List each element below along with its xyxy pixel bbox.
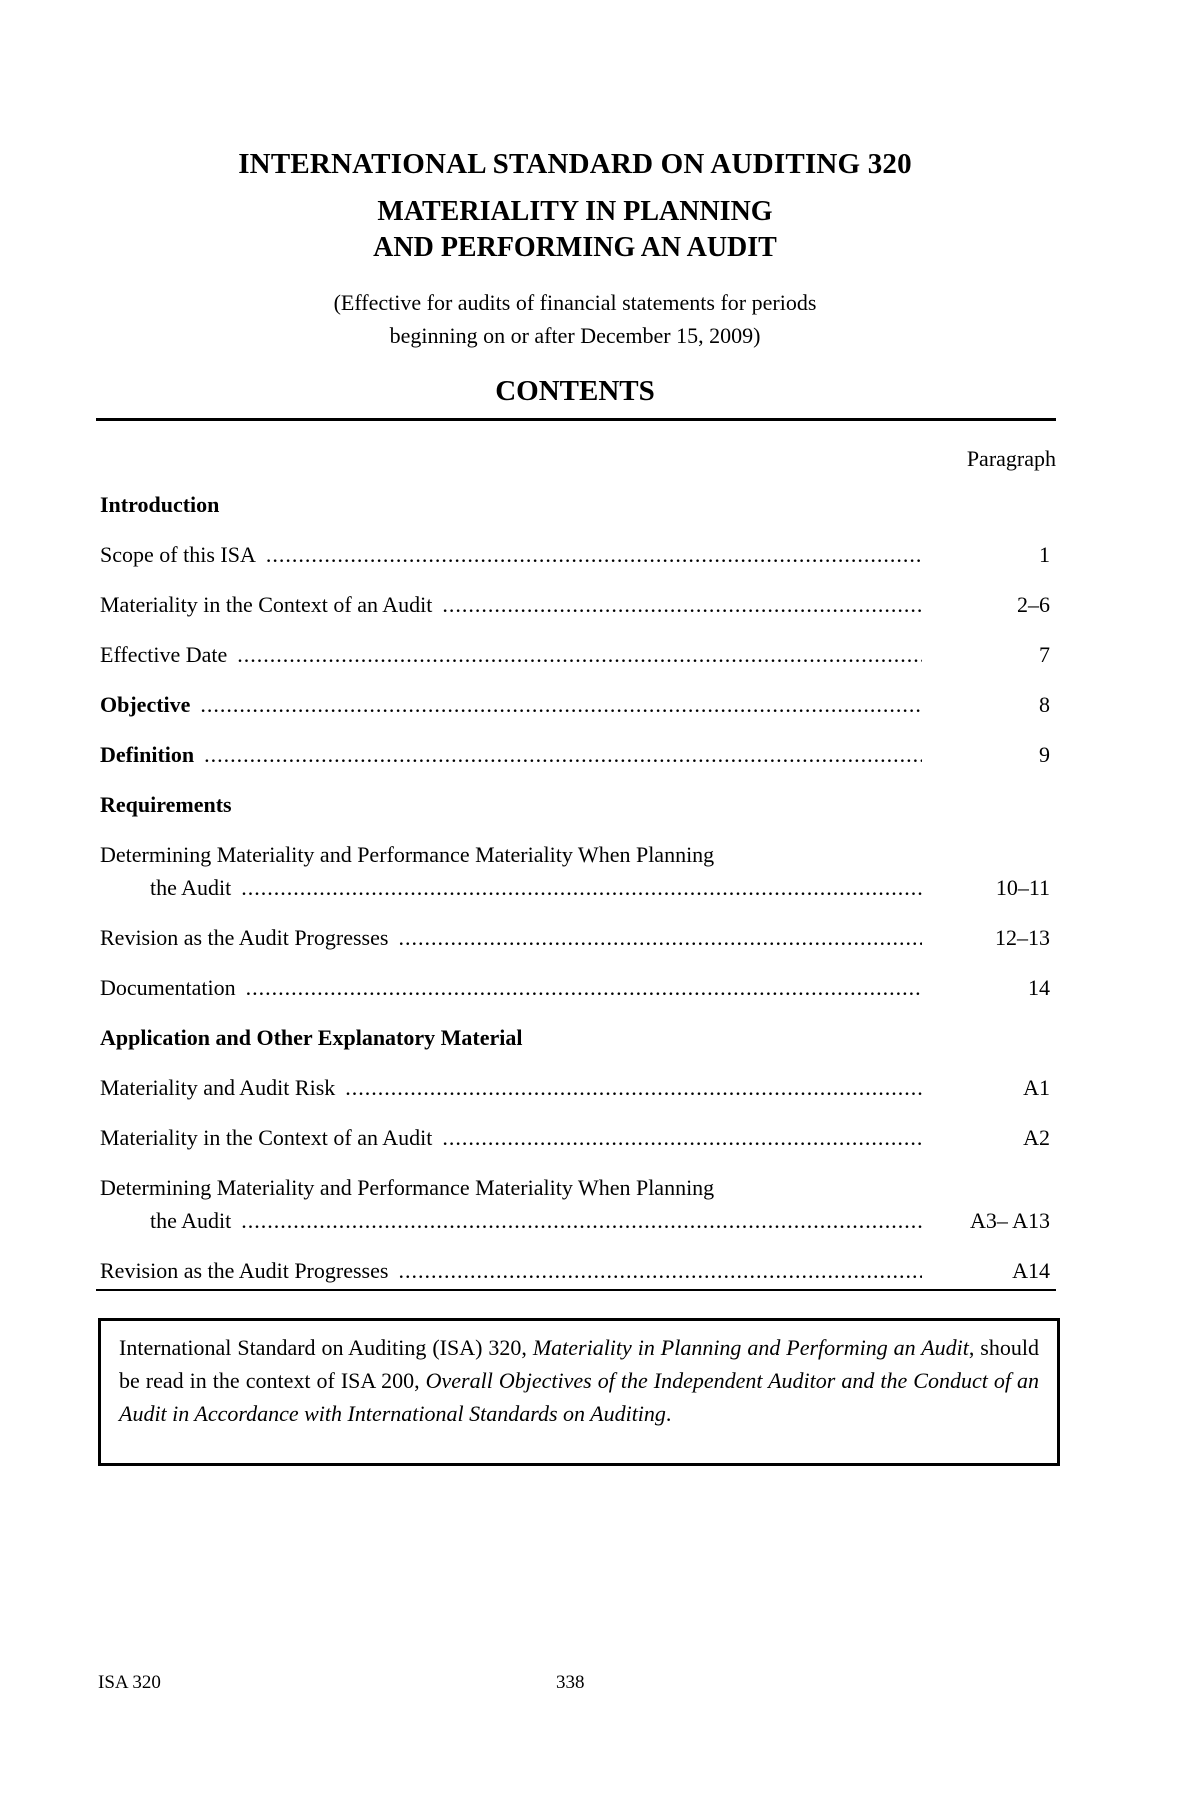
toc-entry-label: Materiality in the Context of an Audit	[100, 1123, 442, 1153]
dot-leader	[241, 873, 922, 903]
toc-entry-paragraph: 2–6	[1017, 592, 1050, 617]
notice-text: International Standard on Auditing (ISA) 320,	[119, 1335, 533, 1360]
dot-leader	[345, 1073, 922, 1103]
toc-entry-paragraph: 7	[1039, 642, 1050, 667]
toc-entry-paragraph: A3– A13	[969, 1208, 1050, 1233]
context-notice-box	[98, 1318, 1060, 1466]
dot-leader	[241, 1206, 922, 1236]
toc-heading-application: Application and Other Explanatory Material	[100, 1025, 523, 1050]
toc-entry-effective-date	[100, 640, 1050, 670]
toc-entry-label: Determining Materiality and Performance Materiality When Planning	[100, 1175, 715, 1200]
toc-entry-label: Effective Date	[100, 640, 237, 670]
contents-bottom-rule	[96, 1289, 1056, 1291]
toc-entry-paragraph: 8	[1039, 692, 1050, 717]
notice-isa200-title: Overall Objectives of the Independent Auditor and the Conduct of an Audit in Accordance with International Standards on Auditing	[119, 1368, 1039, 1426]
toc-entry-materiality-context	[100, 590, 1050, 620]
toc-entry-req-revision	[100, 923, 1050, 953]
toc-entry-label: Scope of this ISA	[100, 540, 266, 570]
standard-title: INTERNATIONAL STANDARD ON AUDITING 320	[238, 148, 912, 180]
toc-entry-paragraph: 10–11	[995, 875, 1050, 900]
toc-entry-paragraph: 12–13	[995, 925, 1050, 950]
contents-top-rule	[96, 418, 1056, 421]
notice-isa320-title: Materiality in Planning and Performing an Audit	[532, 1335, 969, 1360]
toc-entry-paragraph: A2	[1023, 1125, 1050, 1150]
toc-entry-label-continued: the Audit	[150, 1206, 241, 1236]
toc-entry-scope	[100, 540, 1050, 570]
toc-entry-paragraph: A1	[1023, 1075, 1050, 1100]
toc-entry-paragraph: 14	[1028, 975, 1050, 1000]
toc-entry-req-determining-line1	[100, 840, 1050, 870]
dot-leader	[266, 540, 922, 570]
notice-text: , should be read in the context of ISA 200,	[119, 1335, 1039, 1393]
toc-entry-definition	[100, 740, 1050, 770]
paragraph-column-label: Paragraph	[966, 446, 1056, 471]
toc-entry-app-risk	[100, 1073, 1050, 1103]
dot-leader	[398, 1256, 922, 1286]
toc-entry-paragraph: 1	[1039, 542, 1050, 567]
dot-leader	[246, 973, 922, 1003]
toc-entry-label: Documentation	[100, 973, 246, 1003]
effective-note-line-2: beginning on or after December 15, 2009)	[389, 323, 761, 348]
toc-entry-req-determining	[100, 873, 1050, 903]
toc-entry-label: Determining Materiality and Performance Materiality When Planning	[100, 842, 715, 867]
toc-entry-label: Revision as the Audit Progresses	[100, 1256, 398, 1286]
page-number: 338	[556, 1672, 585, 1693]
toc-entry-documentation	[100, 973, 1050, 1003]
toc-entry-app-revision	[100, 1256, 1050, 1286]
contents-heading: CONTENTS	[495, 375, 655, 407]
dot-leader	[204, 740, 922, 770]
toc-entry-app-determining-line1	[100, 1173, 1050, 1203]
toc-entry-label: Materiality in the Context of an Audit	[100, 590, 442, 620]
dot-leader	[237, 640, 922, 670]
toc-entry-label: Materiality and Audit Risk	[100, 1073, 345, 1103]
footer-standard-ref: ISA 320	[98, 1672, 161, 1693]
subtitle-line-1: MATERIALITY IN PLANNING	[377, 196, 773, 227]
dot-leader	[442, 1123, 922, 1153]
toc-entry-paragraph: A14	[1012, 1258, 1050, 1283]
toc-entry-app-context	[100, 1123, 1050, 1153]
subtitle-line-2: AND PERFORMING AN AUDIT	[373, 232, 777, 263]
toc-heading-introduction: Introduction	[100, 492, 220, 517]
dot-leader	[398, 923, 922, 953]
toc-entry-paragraph: 9	[1039, 742, 1050, 767]
toc-entry-label-continued: the Audit	[150, 873, 241, 903]
toc-entry-label: Revision as the Audit Progresses	[100, 923, 398, 953]
toc-entry-label: Definition	[100, 740, 204, 770]
effective-note-line-1: (Effective for audits of financial statements for periods	[333, 290, 817, 315]
toc-entry-app-determining	[100, 1206, 1050, 1236]
toc-entry-objective	[100, 690, 1050, 720]
toc-entry-label: Objective	[100, 690, 200, 720]
notice-text: .	[665, 1401, 672, 1426]
dot-leader	[200, 690, 922, 720]
toc-heading-requirements: Requirements	[100, 792, 232, 817]
dot-leader	[442, 590, 922, 620]
